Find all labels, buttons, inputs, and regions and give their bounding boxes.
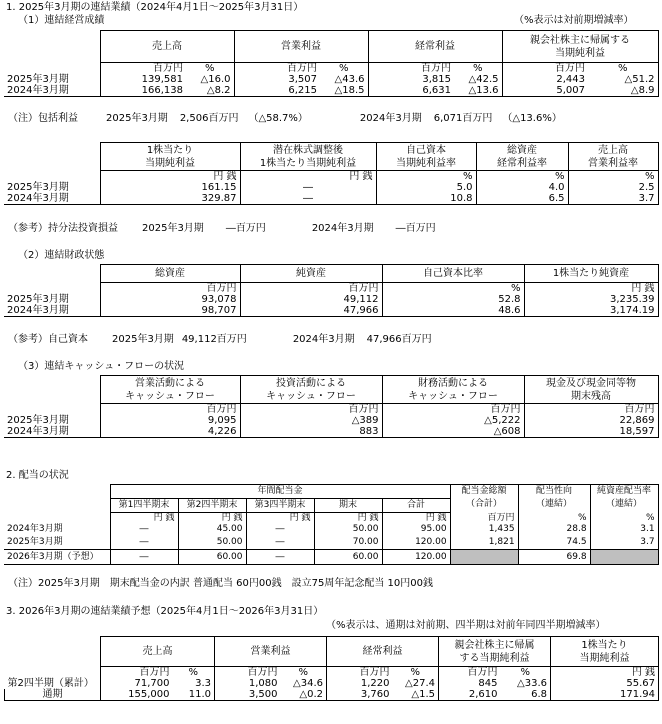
header-eps: 1株当たり 当期純利益 bbox=[551, 637, 659, 667]
cell: 95.00 bbox=[382, 524, 450, 535]
section3-subtitle: （3）連結キャッシュ・フローの状況 bbox=[18, 361, 185, 372]
cell: ― bbox=[246, 535, 314, 550]
header-diluted-eps: 潜在株式調整後 1株当たり当期純利益 bbox=[240, 143, 376, 171]
unit: % bbox=[590, 513, 658, 525]
unit: 百万円 bbox=[450, 513, 518, 525]
cell: 55.67 bbox=[551, 678, 659, 689]
header-ordinary-income: 経常利益 bbox=[368, 31, 502, 63]
cell: △608 bbox=[382, 426, 524, 438]
unit: 円 銭 bbox=[382, 513, 450, 525]
cell: △8.2 bbox=[186, 85, 234, 97]
header-operating-cf: 営業活動による キャッシュ・フロー bbox=[100, 376, 240, 404]
row-label: 2024年3月期 bbox=[4, 305, 100, 317]
cell: 5,007 bbox=[502, 85, 588, 97]
cell: △0.2 bbox=[281, 689, 327, 701]
cell: 3,760 bbox=[327, 689, 393, 701]
cell: △42.5 bbox=[454, 74, 502, 85]
section1-note-right: （%表示は対前期増減率） bbox=[514, 15, 634, 26]
unit: 百万円 bbox=[240, 283, 382, 295]
unit: % bbox=[476, 171, 568, 183]
cell: 6,631 bbox=[368, 85, 454, 97]
table-row bbox=[4, 524, 658, 535]
per-share-ratios-table bbox=[4, 142, 659, 205]
cell: 845 bbox=[439, 678, 501, 689]
cell: 4,226 bbox=[100, 426, 240, 438]
cell: ― bbox=[110, 535, 178, 550]
header-payout-ratio: 配当性向 （連結） bbox=[518, 485, 590, 513]
cell: 120.00 bbox=[382, 550, 450, 565]
cell: 10.8 bbox=[376, 193, 476, 205]
cell: 3,815 bbox=[368, 74, 454, 85]
header-cash-balance: 現金及び現金同等物 期末残高 bbox=[524, 376, 658, 404]
row-label: 第2四半期（累計） bbox=[5, 678, 101, 689]
unit: 百万円 bbox=[502, 63, 588, 75]
cell: △33.6 bbox=[501, 678, 551, 689]
cell: ― bbox=[110, 524, 178, 535]
cell: 3.7 bbox=[568, 193, 658, 205]
header-net-assets: 純資産 bbox=[240, 265, 382, 283]
cell: 60.00 bbox=[178, 550, 246, 565]
row-label: 2026年3月期（予想） bbox=[4, 550, 110, 565]
unit: 百万円 bbox=[100, 63, 186, 75]
cell: △51.2 bbox=[588, 74, 658, 85]
unit: % bbox=[588, 63, 658, 75]
operating-results-table bbox=[4, 30, 659, 97]
header-blank bbox=[5, 637, 101, 667]
unit: % bbox=[173, 667, 215, 679]
cell: 1,220 bbox=[327, 678, 393, 689]
cell bbox=[450, 550, 518, 565]
unit: 円 銭 bbox=[240, 171, 376, 183]
unit: 円 銭 bbox=[100, 171, 240, 183]
row-label: 2024年3月期 bbox=[4, 426, 100, 438]
row-label: 2025年3月期 bbox=[4, 182, 100, 193]
cell: △18.5 bbox=[320, 85, 368, 97]
header-total: 合計 bbox=[382, 499, 450, 513]
header-total-assets: 総資産 bbox=[100, 265, 240, 283]
cell: 1,080 bbox=[215, 678, 281, 689]
section5-note-right: （%表示は、通期は対前期、四半期は対前年同四半期増減率） bbox=[326, 620, 606, 631]
dividends-table bbox=[4, 484, 659, 565]
header-roa: 総資産 経常利益率 bbox=[476, 143, 568, 171]
cell: 48.6 bbox=[382, 305, 524, 317]
cell: 2.5 bbox=[568, 182, 658, 193]
cell: △27.4 bbox=[393, 678, 439, 689]
cell: 155,000 bbox=[101, 689, 173, 701]
cell: △13.6 bbox=[454, 85, 502, 97]
row-label: 2025年3月期 bbox=[4, 74, 100, 85]
cell: 47,966 bbox=[240, 305, 382, 317]
unit: 円 銭 bbox=[246, 513, 314, 525]
table-row bbox=[4, 305, 658, 317]
header-eps: 1株当たり 当期純利益 bbox=[100, 143, 240, 171]
row-label: 2024年3月期 bbox=[4, 85, 100, 97]
cell: 22,869 bbox=[524, 415, 658, 426]
unit: % bbox=[568, 171, 658, 183]
cell: 71,700 bbox=[101, 678, 173, 689]
header-blank bbox=[4, 265, 100, 283]
header-bps: 1株当たり純資産 bbox=[524, 265, 658, 283]
header-blank bbox=[4, 376, 100, 404]
table-row bbox=[4, 294, 658, 305]
table-row bbox=[4, 193, 658, 205]
unit-blank bbox=[4, 404, 100, 416]
header-ordinary-income: 経常利益 bbox=[327, 637, 439, 667]
table-row bbox=[5, 689, 659, 701]
cell: 3,174.19 bbox=[524, 305, 658, 317]
unit-blank bbox=[4, 283, 100, 295]
header-annual-dividend: 年間配当金 bbox=[110, 485, 450, 499]
cell: 69.8 bbox=[518, 550, 590, 565]
cell: 50.00 bbox=[314, 524, 382, 535]
unit: 百万円 bbox=[327, 667, 393, 679]
cell: 1,435 bbox=[450, 524, 518, 535]
header-financing-cf: 財務活動による キャッシュ・フロー bbox=[382, 376, 524, 404]
cell: 3,235.39 bbox=[524, 294, 658, 305]
unit-blank bbox=[4, 171, 100, 183]
cell: △43.6 bbox=[320, 74, 368, 85]
cell: 18,597 bbox=[524, 426, 658, 438]
cell: ― bbox=[246, 550, 314, 565]
table-row bbox=[4, 550, 658, 565]
financial-position-table bbox=[4, 264, 659, 317]
equity-method-note: （参考）持分法投資損益 2025年3月期 ―百万円 2024年3月期 ―百万円 bbox=[8, 223, 436, 234]
unit-blank bbox=[4, 63, 100, 75]
unit-blank bbox=[4, 513, 110, 525]
cell: 1,821 bbox=[450, 535, 518, 550]
cell: △5,222 bbox=[382, 415, 524, 426]
equity-note: （参考）自己資本 2025年3月期 49,112百万円 2024年3月期 47,966百万円 bbox=[8, 334, 432, 345]
cell: △389 bbox=[240, 415, 382, 426]
unit: 百万円 bbox=[100, 404, 240, 416]
cell: ― bbox=[246, 524, 314, 535]
cell: 166,138 bbox=[100, 85, 186, 97]
cell: ― bbox=[240, 182, 376, 193]
unit: 円 銭 bbox=[314, 513, 382, 525]
unit: 百万円 bbox=[368, 63, 454, 75]
cell: 4.0 bbox=[476, 182, 568, 193]
section4-title: 2. 配当の状況 bbox=[6, 470, 69, 481]
cell: 139,581 bbox=[100, 74, 186, 85]
header-q2: 第2四半期末 bbox=[178, 499, 246, 513]
cell bbox=[590, 550, 658, 565]
unit: % bbox=[393, 667, 439, 679]
cell: 6.5 bbox=[476, 193, 568, 205]
dividend-breakdown-note: （注）2025年3月期 期末配当金の内訳 普通配当 60円00銭 設立75周年記念配当 10円00銭 bbox=[8, 578, 433, 589]
cell: 50.00 bbox=[178, 535, 246, 550]
cell: 49,112 bbox=[240, 294, 382, 305]
unit: 百万円 bbox=[100, 283, 240, 295]
cell: 6,215 bbox=[234, 85, 320, 97]
row-label: 2024年3月期 bbox=[4, 193, 100, 205]
cell: 74.5 bbox=[518, 535, 590, 550]
table-row bbox=[5, 678, 659, 689]
cell: ― bbox=[110, 550, 178, 565]
unit: % bbox=[518, 513, 590, 525]
header-net-income: 親会社株主に帰属する 当期純利益 bbox=[502, 31, 658, 63]
cash-flow-table bbox=[4, 375, 659, 438]
unit: 百万円 bbox=[439, 667, 501, 679]
forecast-table bbox=[4, 636, 659, 701]
header-blank bbox=[4, 31, 100, 63]
row-label: 2025年3月期 bbox=[4, 415, 100, 426]
unit: 円 銭 bbox=[178, 513, 246, 525]
row-label: 2025年3月期 bbox=[4, 535, 110, 550]
unit: 百万円 bbox=[382, 404, 524, 416]
header-operating-income: 営業利益 bbox=[234, 31, 368, 63]
cell: 2,610 bbox=[439, 689, 501, 701]
header-net-income: 親会社株主に帰属 する当期純利益 bbox=[439, 637, 551, 667]
unit: 百万円 bbox=[101, 667, 173, 679]
cell: △16.0 bbox=[186, 74, 234, 85]
section1-subtitle: （1）連結経営成績 bbox=[18, 15, 105, 26]
cell: ― bbox=[240, 193, 376, 205]
cell: 9,095 bbox=[100, 415, 240, 426]
cell: 3.7 bbox=[590, 535, 658, 550]
header-total-dividends: 配当金総額 （合計） bbox=[450, 485, 518, 513]
cell: 45.00 bbox=[178, 524, 246, 535]
cell: 3,500 bbox=[215, 689, 281, 701]
unit: 百万円 bbox=[240, 404, 382, 416]
cell: 2,443 bbox=[502, 74, 588, 85]
header-doe: 純資産配当率 （連結） bbox=[590, 485, 658, 513]
cell: 28.8 bbox=[518, 524, 590, 535]
header-blank bbox=[4, 485, 110, 499]
header-blank bbox=[4, 143, 100, 171]
unit: 百万円 bbox=[524, 404, 658, 416]
unit: % bbox=[454, 63, 502, 75]
unit: 円 銭 bbox=[110, 513, 178, 525]
header-q3: 第3四半期末 bbox=[246, 499, 314, 513]
cell: 52.8 bbox=[382, 294, 524, 305]
cell: 120.00 bbox=[382, 535, 450, 550]
header-investing-cf: 投資活動による キャッシュ・フロー bbox=[240, 376, 382, 404]
header-q1: 第1四半期末 bbox=[110, 499, 178, 513]
unit: % bbox=[382, 283, 524, 295]
unit: 円 銭 bbox=[551, 667, 659, 679]
cell: 60.00 bbox=[314, 550, 382, 565]
cell: 5.0 bbox=[376, 182, 476, 193]
section2-subtitle: （2）連結財政状態 bbox=[18, 250, 105, 261]
header-equity-ratio: 自己資本比率 bbox=[382, 265, 524, 283]
cell: 3.1 bbox=[590, 524, 658, 535]
table-row bbox=[4, 415, 658, 426]
unit: % bbox=[376, 171, 476, 183]
cell: 6.8 bbox=[501, 689, 551, 701]
row-label: 通期 bbox=[5, 689, 101, 701]
section1-title: 1. 2025年3月期の連結業績（2024年4月1日～2025年3月31日） bbox=[6, 2, 304, 13]
table-row bbox=[4, 182, 658, 193]
section5-title: 3. 2026年3月期の連結業績予想（2025年4月1日～2026年3月31日） bbox=[6, 606, 324, 617]
cell: 11.0 bbox=[173, 689, 215, 701]
cell: △1.5 bbox=[393, 689, 439, 701]
unit: 円 銭 bbox=[524, 283, 658, 295]
cell: 883 bbox=[240, 426, 382, 438]
row-label: 2025年3月期 bbox=[4, 294, 100, 305]
header-op-margin: 売上高 営業利益率 bbox=[568, 143, 658, 171]
unit: 百万円 bbox=[215, 667, 281, 679]
cell: 171.94 bbox=[551, 689, 659, 701]
table-row bbox=[4, 535, 658, 550]
unit: % bbox=[320, 63, 368, 75]
header-sales: 売上高 bbox=[101, 637, 215, 667]
unit: % bbox=[281, 667, 327, 679]
header-sales: 売上高 bbox=[100, 31, 234, 63]
cell: △8.9 bbox=[588, 85, 658, 97]
unit: % bbox=[501, 667, 551, 679]
table-row bbox=[4, 426, 658, 438]
cell: 3.3 bbox=[173, 678, 215, 689]
cell: △34.6 bbox=[281, 678, 327, 689]
unit: 百万円 bbox=[234, 63, 320, 75]
header-operating-income: 営業利益 bbox=[215, 637, 327, 667]
header-year-end: 期末 bbox=[314, 499, 382, 513]
header-blank bbox=[4, 499, 110, 513]
table-row bbox=[4, 74, 658, 85]
row-label: 2024年3月期 bbox=[4, 524, 110, 535]
cell: 93,078 bbox=[100, 294, 240, 305]
cell: 70.00 bbox=[314, 535, 382, 550]
cell: 161.15 bbox=[100, 182, 240, 193]
table-row bbox=[4, 85, 658, 97]
unit-blank bbox=[5, 667, 101, 679]
comprehensive-income-note: （注）包括利益 2025年3月期 2,506百万円 （△58.7%） 2024年3月期 6,071百万円 （△13.6%） bbox=[8, 113, 562, 124]
cell: 3,507 bbox=[234, 74, 320, 85]
unit: % bbox=[186, 63, 234, 75]
header-roe: 自己資本 当期純利益率 bbox=[376, 143, 476, 171]
cell: 329.87 bbox=[100, 193, 240, 205]
cell: 98,707 bbox=[100, 305, 240, 317]
